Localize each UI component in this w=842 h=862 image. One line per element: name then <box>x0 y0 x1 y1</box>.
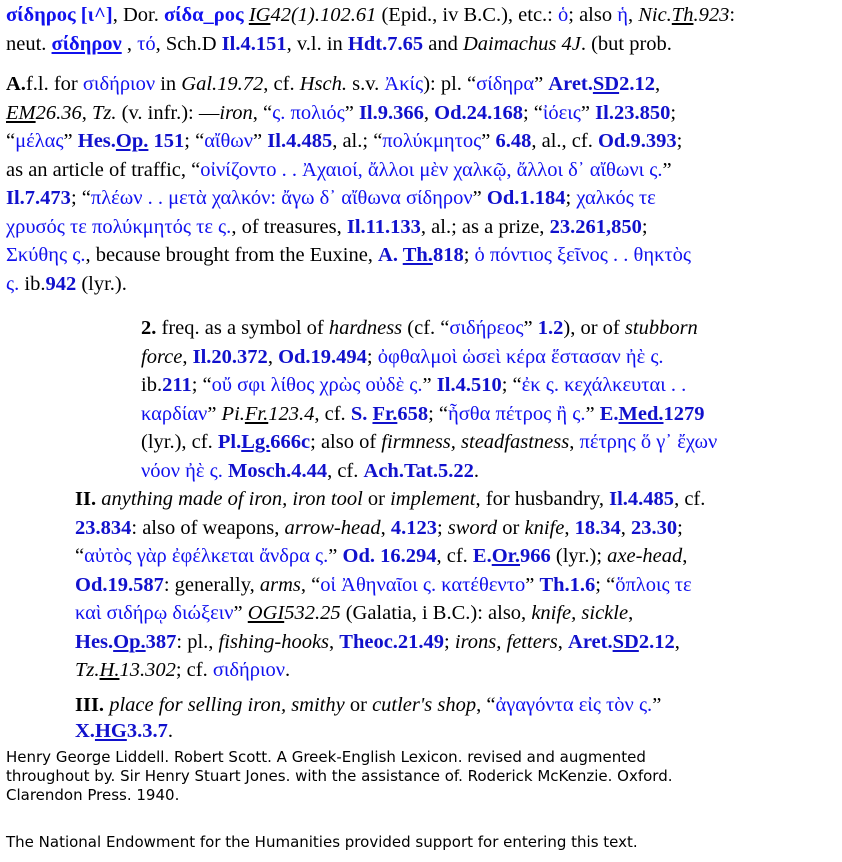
definition: knife <box>524 516 565 539</box>
greek-quote: καρδίαν <box>141 402 208 425</box>
citation-link[interactable]: Il.9.366 <box>358 101 424 124</box>
text: ; “ <box>595 573 616 596</box>
entry-line <box>6 241 840 270</box>
citation-link[interactable]: H. <box>99 659 120 681</box>
greek-quote: χρυσός τε πολύκμητός τε ς. <box>6 215 232 238</box>
greek-quote: Σκύθης ς. <box>6 244 86 266</box>
greek-quote: ἦσθα πέτρος ἢ ς. <box>448 402 586 425</box>
text: , <box>682 545 688 567</box>
greek-quote: ἰόεις <box>542 101 581 124</box>
text: , <box>628 602 634 624</box>
sense-label: III. <box>75 693 105 716</box>
greek-quote: ὁ πόντιος ξεῖνος . . θηκτὸς <box>474 244 692 266</box>
text: Tz. <box>91 101 117 124</box>
text: 123.4 <box>268 402 315 425</box>
definition: firmness, steadfastness <box>381 431 570 453</box>
citation-link[interactable]: 151 <box>148 130 185 152</box>
greek-word: Ἀκίς <box>384 73 424 95</box>
text: (Epid., iv B.C.), etc.: <box>376 4 558 26</box>
text: , of treasures, <box>231 215 347 238</box>
greek-quote: οἱ Ἀθηναῖοι ς. κατέθεντο <box>320 573 526 596</box>
citation-line: throughout by. Sir Henry Stuart Jones. with the assistance of. Roderick McKenzie. Oxford. <box>6 767 673 785</box>
text: ; “ <box>428 402 449 425</box>
text: ” <box>523 317 538 339</box>
text: , <box>121 32 138 55</box>
citation-link[interactable]: 6.48 <box>495 130 532 152</box>
citation-link[interactable]: SD <box>592 73 620 95</box>
definition: stubborn <box>624 317 698 339</box>
text: , <box>267 345 279 368</box>
definition: iron <box>219 101 253 124</box>
lexicon-entry <box>6 0 840 743</box>
text: , “ <box>476 693 496 716</box>
definition: arrow-head <box>284 516 381 539</box>
text: , cf. <box>263 73 300 95</box>
text: ” <box>585 402 600 425</box>
text: ): pl. “ <box>423 73 477 95</box>
entry-line <box>6 542 840 571</box>
text: . (but prob. <box>580 32 672 55</box>
text: , <box>380 516 391 539</box>
citation-link[interactable]: OGI <box>247 602 285 624</box>
definition: hardness <box>328 317 403 339</box>
text: ” <box>525 573 540 596</box>
text: ; <box>677 516 683 539</box>
citation-link[interactable]: Mosch.4.44 <box>228 459 328 482</box>
text: 26.36 <box>35 101 82 124</box>
greek-article: ἡ <box>617 4 628 26</box>
citation-link[interactable]: 3.3.7 <box>126 720 168 742</box>
entry-line <box>6 719 840 743</box>
text: ; also of <box>310 431 382 453</box>
citation: Daimachus 4J <box>462 32 581 55</box>
citation-line: Henry George Liddell. Robert Scott. A Greek-English Lexicon. revised and augmented <box>6 748 646 766</box>
entry-line <box>6 656 840 685</box>
entry-line <box>6 314 840 343</box>
text: ; <box>676 130 683 152</box>
text: , <box>329 630 340 653</box>
entry-line <box>6 184 840 213</box>
text: (lyr.), cf. <box>141 431 218 453</box>
greek-quote: ὅπλοις τε <box>615 573 692 596</box>
sense-label: II. <box>75 488 97 510</box>
text: (v. infr.): — <box>116 101 220 124</box>
citation-link[interactable]: Theoc.21.49 <box>339 630 445 653</box>
text: , cf. <box>436 545 473 567</box>
text: ” <box>481 130 496 152</box>
citation-link[interactable]: Aret. <box>548 73 593 95</box>
text: (lyr.); <box>550 545 608 567</box>
text: ” <box>328 545 343 567</box>
citation-link[interactable]: Or. <box>491 545 521 567</box>
citation-link[interactable]: Hdt.7.65 <box>347 32 424 55</box>
text: , v.l. in <box>286 32 348 55</box>
citation-link[interactable]: 658 <box>397 402 429 425</box>
text: , <box>620 516 631 539</box>
text: , al.; as a prize, <box>420 215 550 238</box>
greek-quote: οὔ σφι λίθος χρὼς οὐδὲ ς. <box>211 374 423 396</box>
citation-link[interactable]: Il.4.485 <box>609 488 675 510</box>
text: ), or of <box>563 317 625 339</box>
citation-link[interactable]: 211 <box>162 374 192 396</box>
text: as an article of traffic, “ <box>6 158 201 181</box>
citation-link[interactable]: Ach.Tat.5.22 <box>363 459 474 482</box>
citation-link[interactable]: Il.7.473 <box>6 187 71 209</box>
text: ; “ <box>522 101 543 124</box>
text: ” <box>233 602 248 624</box>
text: . <box>167 720 173 742</box>
text: , cf. <box>327 459 364 482</box>
entry-line <box>6 343 840 372</box>
text: ” <box>652 693 662 716</box>
text: ” <box>662 158 672 181</box>
greek-quote: σίδηρα <box>476 73 535 95</box>
entry-line <box>6 371 840 400</box>
text: ” <box>472 187 487 209</box>
text: ; <box>444 630 455 653</box>
text: , “ <box>252 101 273 124</box>
text: Tz. <box>75 659 100 681</box>
citation-link[interactable]: Fr. <box>244 402 269 425</box>
text: , <box>654 73 661 95</box>
citation: .923 <box>693 4 730 26</box>
citation-link[interactable]: Od.9.393 <box>597 130 677 152</box>
definition: anything made of iron, iron tool <box>101 488 363 510</box>
text: , “ <box>300 573 321 596</box>
text: ib. <box>19 272 46 295</box>
text: ; <box>565 187 577 209</box>
greek-quote: σιδήρεος <box>449 317 524 339</box>
greek-form: σίδα_ρος <box>163 4 244 26</box>
citation-link[interactable]: 666c <box>270 431 311 453</box>
citation: 42(1).102.61 <box>270 4 377 26</box>
citation-link[interactable]: Hes. <box>75 630 114 653</box>
text: neut. <box>6 32 52 55</box>
citation-link[interactable]: 2.12 <box>619 73 655 95</box>
text: ” <box>63 130 78 152</box>
citation-link[interactable]: X. <box>75 720 95 742</box>
citation-link[interactable]: Il.4.485 <box>267 130 333 152</box>
citation-link[interactable]: Il.23.850 <box>595 101 671 124</box>
citation-link[interactable]: 23.30 <box>630 516 678 539</box>
greek-quote: ἀγαγόντα εἰς τὸν ς. <box>495 693 653 716</box>
text: ” <box>344 101 359 124</box>
citation-link[interactable]: E. <box>472 545 492 567</box>
text: , cf. <box>314 402 351 425</box>
text: ; also <box>568 4 618 26</box>
citation-link[interactable]: Il.4.510 <box>436 374 502 396</box>
citation-link[interactable]: EM <box>6 101 36 124</box>
text: “ <box>75 545 85 567</box>
greek-quote: ς. πολιός <box>272 101 345 124</box>
text: : pl., <box>176 630 219 653</box>
citation-link[interactable]: E. <box>599 402 619 425</box>
text: , <box>674 630 680 653</box>
entry-line <box>6 156 840 185</box>
text: “ <box>6 130 16 152</box>
greek-quote: αἴθων <box>204 130 254 152</box>
text: ; <box>366 345 378 368</box>
text: freq. as a symbol of <box>156 317 329 339</box>
greek-quote: ὀφθαλμοὶ ὡσεὶ κέρα ἕστασαν ἠὲ ς. <box>377 345 664 368</box>
citation-link[interactable]: 23.834 <box>75 516 132 539</box>
entry-line <box>6 213 840 242</box>
citation-link[interactable]: Th.1.6 <box>539 573 596 596</box>
greek-quote: καὶ σιδήρῳ διώξειν <box>75 602 234 624</box>
text: or <box>344 693 373 716</box>
citation-link[interactable]: Hes. <box>77 130 116 152</box>
text: ” <box>207 402 222 425</box>
citation-link[interactable]: Fr. <box>372 402 398 425</box>
citation: Nic. <box>638 4 672 26</box>
text: , <box>564 516 575 539</box>
citation-link[interactable]: 966 <box>520 545 551 567</box>
headword: σίδηρος [ι^] <box>6 4 113 26</box>
citation-link[interactable]: Il.11.133 <box>346 215 421 238</box>
citation-link[interactable]: 23.261,850 <box>549 215 642 238</box>
citation-link[interactable]: Od.19.587 <box>75 573 164 596</box>
text: , <box>627 4 639 26</box>
citation-link[interactable]: Od.24.168 <box>434 101 523 124</box>
citation: Hsch. <box>299 73 347 95</box>
greek-quote: πέτρης ὅ γ᾽ ἔχων <box>579 431 718 453</box>
greek-quote: χαλκός τε <box>576 187 656 209</box>
entry-line <box>6 270 840 299</box>
definition: implement <box>390 488 476 510</box>
greek-link[interactable]: σιδήριον <box>212 659 286 681</box>
entry-line <box>6 428 840 457</box>
definition: fishing-hooks <box>218 630 330 653</box>
citation-link[interactable]: Od. 16.294 <box>342 545 437 567</box>
citation-link[interactable]: 942 <box>45 272 77 295</box>
citation-link[interactable]: 387 <box>145 630 177 653</box>
greek-quote: ς. <box>6 272 20 295</box>
text: , <box>557 630 569 653</box>
text: ; “ <box>70 187 91 209</box>
text: ” <box>534 73 549 95</box>
citation-link[interactable]: Il.20.372 <box>192 345 268 368</box>
definition: force <box>141 345 183 368</box>
definition: knife, sickle <box>531 602 629 624</box>
citation-link[interactable]: 1.2 <box>537 317 564 339</box>
greek-article: ὁ <box>558 4 569 26</box>
citation-link[interactable]: 2.12 <box>638 630 675 653</box>
text: ; <box>670 101 677 124</box>
greek-word: σιδήριον <box>82 73 156 95</box>
text: , Dor. <box>112 4 164 26</box>
text: ” <box>253 130 268 152</box>
citation: Gal.19.72 <box>181 73 264 95</box>
greek-link[interactable]: σίδηρον <box>51 32 122 55</box>
text: , <box>182 345 193 368</box>
text: (Galatia, i B.C.): also, <box>340 602 532 624</box>
text: ; “ <box>501 374 522 396</box>
citation-link[interactable]: Od.19.494 <box>278 345 367 368</box>
greek-quote: ἐκ ς. κεχάλκευται . . <box>521 374 687 396</box>
text: 13.302 <box>119 659 176 681</box>
text: ” <box>580 101 596 124</box>
text: , al.; “ <box>332 130 383 152</box>
entry-line <box>6 1 840 30</box>
greek-quote: αὐτὸς γὰρ ἐφέλκεται ἄνδρα ς. <box>84 545 329 567</box>
greek-quote: πλέων . . μετὰ χαλκόν: ἄγω δ᾽ αἴθωνα σίδηρον <box>90 187 473 209</box>
text: ” <box>422 374 437 396</box>
citation-footer <box>6 748 673 805</box>
text: ; “ <box>191 374 212 396</box>
greek-quote: οἰνίζοντο . . Ἀχαιοί, ἄλλοι μὲν χαλκῷ, ἄλλοι δ᾽ αἴθωνι ς. <box>200 158 663 181</box>
text: , <box>423 101 435 124</box>
citation-link[interactable]: Od.1.184 <box>486 187 566 209</box>
text: s.v. <box>347 73 385 95</box>
citation-link[interactable]: Pl. <box>217 431 242 453</box>
entry-line <box>6 599 840 628</box>
entry-line <box>6 514 840 543</box>
text: and <box>423 32 463 55</box>
definition: cutler's shop <box>372 693 477 716</box>
text: , because brought from the Euxine, <box>85 244 379 266</box>
text: (lyr.). <box>76 272 127 295</box>
greek-article: τό <box>137 32 156 55</box>
entry-line <box>6 628 840 657</box>
text: : also of weapons, <box>131 516 285 539</box>
text: ; <box>641 215 648 238</box>
citation-link[interactable]: Op. <box>113 630 146 653</box>
citation-link[interactable]: Med. <box>618 402 664 425</box>
text: ib. <box>141 374 163 396</box>
entry-line <box>6 691 840 720</box>
text: ; “ <box>184 130 205 152</box>
definition: place for selling iron, smithy <box>109 693 345 716</box>
sense-label: A. <box>6 73 26 95</box>
sense-label: 2. <box>141 317 157 339</box>
citation-link[interactable]: Il.4.151 <box>221 32 287 55</box>
text: . <box>473 459 479 482</box>
entry-line <box>6 457 840 486</box>
citation-link[interactable]: Op. <box>115 130 149 152</box>
text: . <box>285 659 291 681</box>
entry-line <box>6 571 840 600</box>
entry-line <box>6 99 840 128</box>
text: 532.25 <box>284 602 341 624</box>
text: , for husbandry, <box>475 488 610 510</box>
text: , cf. <box>674 488 706 510</box>
citation-link[interactable]: Lg. <box>241 431 271 453</box>
entry-line <box>6 70 840 99</box>
text: ; <box>436 516 448 539</box>
text: in <box>155 73 182 95</box>
citation-link[interactable]: Aret. <box>568 630 613 653</box>
citation-link[interactable]: Th <box>671 4 694 26</box>
text: Pi. <box>221 402 245 425</box>
text: ; <box>463 244 475 266</box>
citation-link[interactable]: 4.123 <box>390 516 437 539</box>
text: or <box>497 516 525 539</box>
text: ; cf. <box>175 659 213 681</box>
citation-link[interactable]: Th. <box>402 244 433 266</box>
text: or <box>362 488 391 510</box>
citation-link[interactable]: 818 <box>432 244 464 266</box>
text: (cf. “ <box>402 317 450 339</box>
text: , Sch.D <box>155 32 222 55</box>
text: , <box>569 431 580 453</box>
definition: irons, fetters <box>454 630 558 653</box>
greek-quote: πολύκμητος <box>382 130 482 152</box>
definition: sword <box>447 516 498 539</box>
entry-line <box>6 400 840 429</box>
greek-quote: νόον ἠὲ ς. <box>141 459 223 482</box>
entry-line <box>6 127 840 156</box>
citation-link[interactable]: 18.34 <box>574 516 621 539</box>
citation-link[interactable]: HG <box>94 720 127 742</box>
support-note: The National Endowment for the Humanities provided support for entering this text. <box>6 833 638 851</box>
citation-link[interactable]: SD <box>612 630 639 653</box>
citation-link[interactable]: 1279 <box>663 402 705 425</box>
citation-link[interactable]: IG <box>248 4 271 26</box>
citation-link[interactable]: A. <box>378 244 403 266</box>
entry-line <box>6 485 840 514</box>
definition: axe-head <box>607 545 683 567</box>
text: f.l. for <box>25 73 83 95</box>
text: , <box>81 101 92 124</box>
text: , al., cf. <box>531 130 598 152</box>
greek-quote: μέλας <box>15 130 64 152</box>
entry-line <box>6 30 840 59</box>
definition: arms <box>259 573 301 596</box>
text: : <box>729 4 736 26</box>
citation-line: Clarendon Press. 1940. <box>6 786 180 804</box>
citation-link[interactable]: S. <box>350 402 373 425</box>
text: : generally, <box>163 573 260 596</box>
